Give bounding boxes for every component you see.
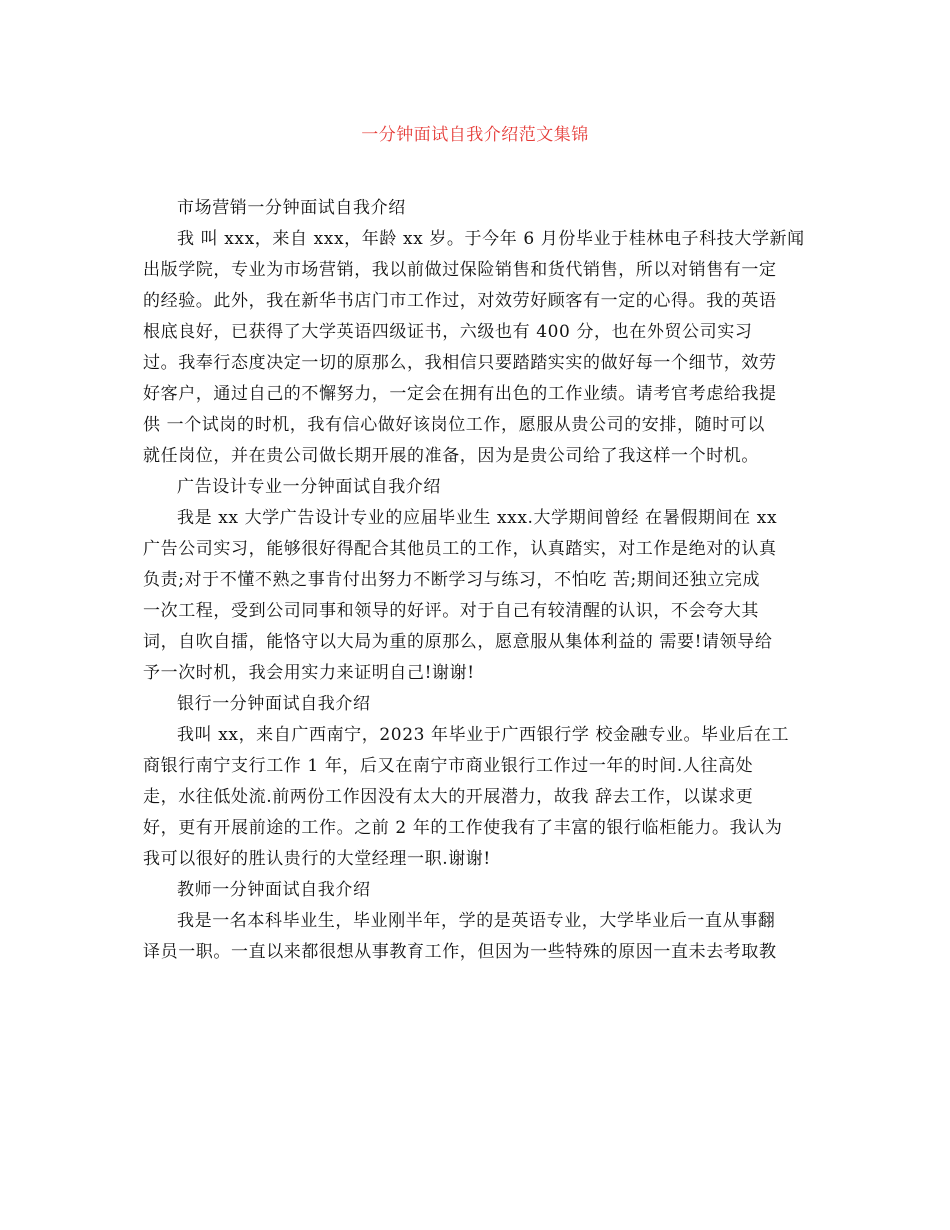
paragraph-line: 好，更有开展前途的工作。之前 2 年的工作使我有了丰富的银行临柜能力。我认为: [143, 818, 783, 838]
section-bank: [143, 689, 813, 875]
paragraph-line: 我 叫 xxx，来自 xxx，年龄 xx 岁。于今年 6 月份毕业于桂林电子科技大学新闻: [177, 229, 805, 249]
paragraph-line: 我是 xx 大学广告设计专业的应届毕业生 xxx.大学期间曾经 在暑假期间在 xx: [177, 508, 778, 528]
paragraph-line: 我可以很好的胜认贵行的大堂经理一职.谢谢!: [143, 849, 491, 869]
section-heading: 教师一分钟面试自我介绍: [177, 880, 371, 900]
section-heading: 银行一分钟面试自我介绍: [177, 694, 371, 714]
paragraph-line: 的经验。此外，我在新华书店门市工作过，对效劳好顾客有一定的心得。我的英语: [143, 291, 777, 311]
paragraph-line: 供 一个试岗的时机，我有信心做好该岗位工作，愿服从贵公司的安排，随时可以: [143, 415, 766, 435]
section-ad-design: [143, 472, 813, 689]
document-body: [143, 193, 813, 968]
section-teacher: [143, 875, 813, 968]
paragraph-line: 走，水往低处流.前两份工作因没有太大的开展潜力，故我 辞去工作，以谋求更: [143, 787, 754, 807]
paragraph-line: 负责;对于不懂不熟之事肯付出努力不断学习与练习，不怕吃 苦;期间还独立完成: [143, 570, 761, 590]
paragraph-line: 我是一名本科毕业生，毕业刚半年，学的是英语专业，大学毕业后一直从事翻: [177, 911, 776, 931]
paragraph-line: 出版学院，专业为市场营销，我以前做过保险销售和货代销售，所以对销售有一定: [143, 260, 777, 280]
section-heading: 广告设计专业一分钟面试自我介绍: [177, 477, 441, 497]
document-title: 一分钟面试自我介绍范文集锦: [361, 125, 589, 145]
paragraph-line: 就任岗位，并在贵公司做长期开展的准备，因为是贵公司给了我这样一个时机。: [143, 446, 759, 466]
section-marketing: [143, 193, 813, 472]
paragraph-line: 一次工程，受到公司同事和领导的好评。对于自己有较清醒的认识，不会夸大其: [143, 601, 759, 621]
paragraph-line: 商银行南宁支行工作 1 年，后又在南宁市商业银行工作过一年的时间.人往高处: [143, 756, 754, 776]
paragraph-line: 词，自吹自擂，能恪守以大局为重的原那么，愿意服从集体利益的 需要!请领导给: [143, 632, 773, 652]
paragraph-line: 好客户，通过自己的不懈努力，一定会在拥有出色的工作业绩。请考官考虑给我提: [143, 384, 777, 404]
paragraph-line: 过。我奉行态度决定一切的原那么，我相信只要踏踏实实的做好每一个细节，效劳: [143, 353, 777, 373]
paragraph-line: 译员一职。一直以来都很想从事教育工作，但因为一些特殊的原因一直未去考取教: [143, 942, 777, 962]
paragraph-line: 广告公司实习，能够很好得配合其他员工的工作，认真踏实，对工作是绝对的认真: [143, 539, 777, 559]
paragraph-line: 根底良好，已获得了大学英语四级证书，六级也有 400 分，也在外贸公司实习: [143, 322, 753, 342]
paragraph-line: 予一次时机，我会用实力来证明自己!谢谢!: [143, 663, 475, 683]
section-heading: 市场营销一分钟面试自我介绍: [177, 198, 406, 218]
paragraph-line: 我叫 xx，来自广西南宁，2023 年毕业于广西银行学 校金融专业。毕业后在工: [177, 725, 790, 745]
